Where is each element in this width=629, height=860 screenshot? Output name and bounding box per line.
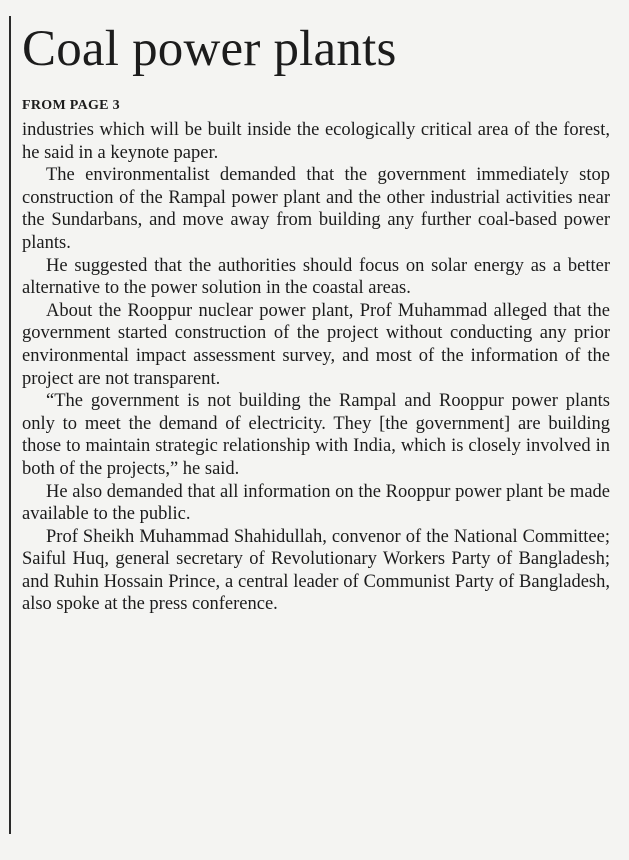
jump-line: FROM PAGE 3 [22, 98, 120, 113]
paragraph-rooppur-allegation: About the Rooppur nuclear power plant, Prof Muhammad alleged that the government started construction of the project without conducting any prior environmental impact assessment survey, and most of the information of the project are not transparent. [22, 300, 610, 389]
headline: Coal power plants [22, 21, 397, 77]
paragraph-continued: industries which will be built inside the ecologically critical area of the forest, he said in a keynote paper. [22, 120, 610, 163]
article-body [22, 119, 610, 616]
column-rule [9, 16, 11, 834]
paragraph-other-speakers: Prof Sheikh Muhammad Shahidullah, convenor of the National Committee; Saiful Huq, general secretary of Revolutionary Workers Party of Bangladesh; and Ruhin Hossain Prince, a central leader of Communist Party of Bangladesh, also spoke at the press conference. [22, 526, 610, 615]
paragraph-solar-suggestion: He suggested that the authorities should focus on solar energy as a better alternative to the power solution in the coastal areas. [22, 255, 610, 299]
paragraph-quote: “The government is not building the Rampal and Rooppur power plants only to meet the demand of electricity. They [the government] are building those to maintain strategic relationship with India, which is closely involved in both of the projects,” he said. [22, 391, 610, 479]
paragraph-information-demand: He also demanded that all information on the Rooppur power plant be made available to the public. [22, 481, 610, 525]
paragraph-environmentalist-demand: The environmentalist demanded that the government immediately stop construction of the Rampal power plant and the other industrial activities near the Sundarbans, and move away from building any further coal-based power plants. [22, 165, 610, 253]
